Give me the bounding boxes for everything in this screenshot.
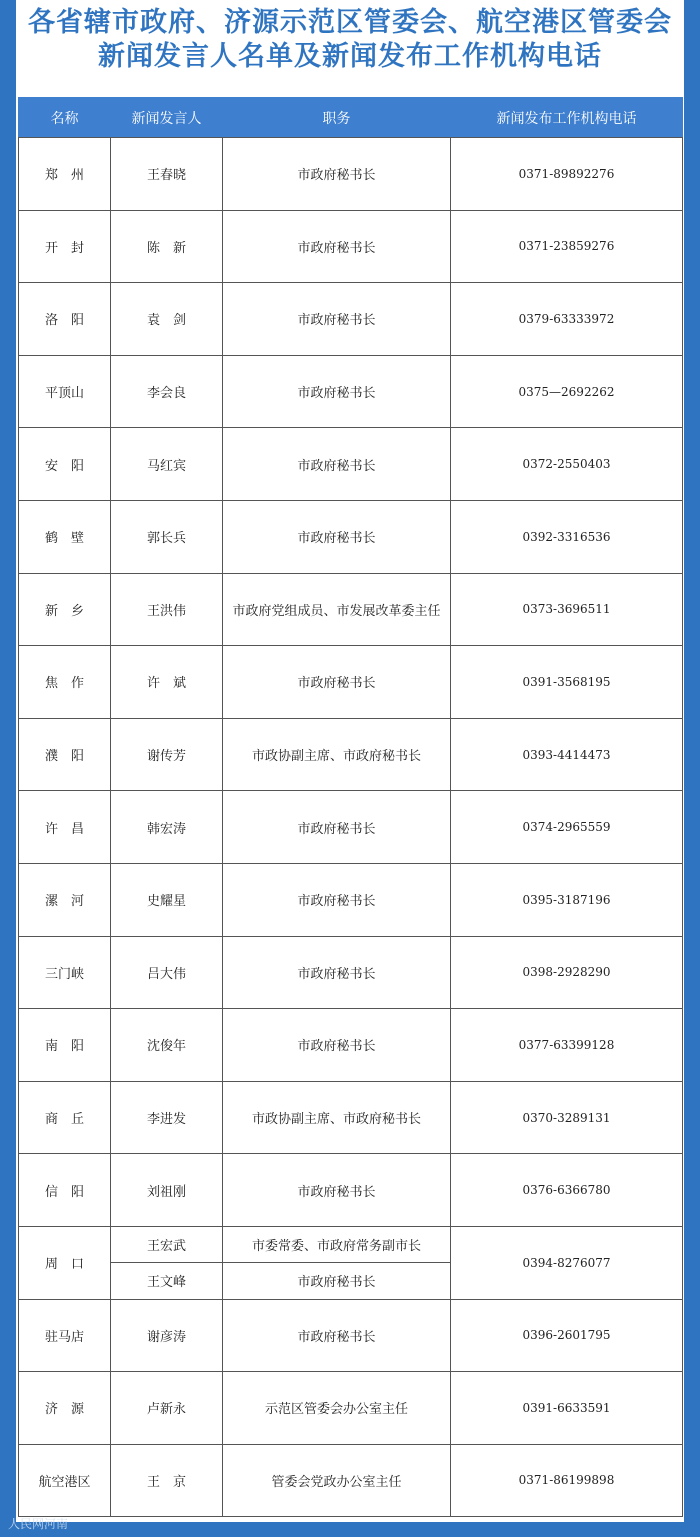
spokesperson-table (18, 97, 683, 1517)
city-name: 三门峡 (19, 936, 111, 1009)
spokesperson-name: 郭长兵 (111, 500, 223, 573)
table-row (19, 718, 683, 791)
city-name: 驻马店 (19, 1299, 111, 1372)
office-phone: 0377-63399128 (451, 1009, 683, 1082)
table-row (19, 573, 683, 646)
spokesperson-name: 王春晓 (111, 138, 223, 211)
table-row (19, 646, 683, 719)
city-name: 洛 阳 (19, 283, 111, 356)
table-row (19, 355, 683, 428)
city-name: 济 源 (19, 1372, 111, 1445)
position-title: 市政府秘书长 (223, 646, 451, 719)
header-spokesperson: 新闻发言人 (111, 98, 223, 138)
spokesperson-name: 马红宾 (111, 428, 223, 501)
spokesperson-name: 沈俊年 (111, 1009, 223, 1082)
city-name: 航空港区 (19, 1444, 111, 1517)
table-row (19, 283, 683, 356)
table-row (19, 791, 683, 864)
table-row (19, 936, 683, 1009)
spokesperson-name: 李进发 (111, 1081, 223, 1154)
position-title: 市委常委、市政府常务副市长 (223, 1226, 451, 1262)
spokesperson-name: 袁 剑 (111, 283, 223, 356)
city-name: 新 乡 (19, 573, 111, 646)
office-phone: 0394-8276077 (451, 1226, 683, 1299)
header-name: 名称 (19, 98, 111, 138)
city-name: 周 口 (19, 1226, 111, 1299)
table-row (19, 210, 683, 283)
position-title: 示范区管委会办公室主任 (223, 1372, 451, 1445)
table-row (19, 428, 683, 501)
office-phone: 0371-89892276 (451, 138, 683, 211)
position-title: 市政府秘书长 (223, 138, 451, 211)
office-phone: 0391-3568195 (451, 646, 683, 719)
office-phone: 0375—2692262 (451, 355, 683, 428)
city-name: 漯 河 (19, 863, 111, 936)
position-title: 市政府秘书长 (223, 936, 451, 1009)
table-row (19, 1372, 683, 1445)
office-phone: 0393-4414473 (451, 718, 683, 791)
spokesperson-name: 史耀星 (111, 863, 223, 936)
spokesperson-name: 韩宏涛 (111, 791, 223, 864)
spokesperson-name: 李会良 (111, 355, 223, 428)
position-title: 市政府秘书长 (223, 428, 451, 501)
position-title: 市政府秘书长 (223, 863, 451, 936)
table-row (19, 1154, 683, 1227)
position-title: 管委会党政办公室主任 (223, 1444, 451, 1517)
table-body (19, 138, 683, 1517)
city-name: 开 封 (19, 210, 111, 283)
spokesperson-name: 谢传芳 (111, 718, 223, 791)
position-title: 市政协副主席、市政府秘书长 (223, 1081, 451, 1154)
office-phone: 0371-23859276 (451, 210, 683, 283)
spokesperson-name: 王洪伟 (111, 573, 223, 646)
spokesperson-name: 许 斌 (111, 646, 223, 719)
city-name: 南 阳 (19, 1009, 111, 1082)
spokesperson-name: 王 京 (111, 1444, 223, 1517)
position-title: 市政协副主席、市政府秘书长 (223, 718, 451, 791)
office-phone: 0372-2550403 (451, 428, 683, 501)
position-title: 市政府党组成员、市发展改革委主任 (223, 573, 451, 646)
city-name: 许 昌 (19, 791, 111, 864)
office-phone: 0376-6366780 (451, 1154, 683, 1227)
table-row (19, 1081, 683, 1154)
title-line-2: 新闻发言人名单及新闻发布工作机构电话 (98, 41, 602, 72)
spokesperson-name: 吕大伟 (111, 936, 223, 1009)
table-row (19, 500, 683, 573)
office-phone: 0396-2601795 (451, 1299, 683, 1372)
city-name: 安 阳 (19, 428, 111, 501)
table-row (19, 1226, 683, 1262)
position-title: 市政府秘书长 (223, 210, 451, 283)
position-title: 市政府秘书长 (223, 1009, 451, 1082)
page-title (0, 6, 700, 74)
header-position: 职务 (223, 98, 451, 138)
office-phone: 0371-86199898 (451, 1444, 683, 1517)
position-title: 市政府秘书长 (223, 1154, 451, 1227)
city-name: 濮 阳 (19, 718, 111, 791)
city-name: 商 丘 (19, 1081, 111, 1154)
office-phone: 0370-3289131 (451, 1081, 683, 1154)
position-title: 市政府秘书长 (223, 283, 451, 356)
header-phone: 新闻发布工作机构电话 (451, 98, 683, 138)
office-phone: 0374-2965559 (451, 791, 683, 864)
position-title: 市政府秘书长 (223, 1299, 451, 1372)
spokesperson-name: 刘祖刚 (111, 1154, 223, 1227)
table-row (19, 1444, 683, 1517)
position-title: 市政府秘书长 (223, 791, 451, 864)
spokesperson-name: 谢彦涛 (111, 1299, 223, 1372)
city-name: 信 阳 (19, 1154, 111, 1227)
city-name: 郑 州 (19, 138, 111, 211)
office-phone: 0398-2928290 (451, 936, 683, 1009)
table-row (19, 863, 683, 936)
city-name: 平顶山 (19, 355, 111, 428)
position-title: 市政府秘书长 (223, 1263, 451, 1299)
watermark: 人民网河南 (8, 1517, 69, 1531)
spokesperson-name: 王文峰 (111, 1263, 223, 1299)
title-line-1: 各省辖市政府、济源示范区管委会、航空港区管委会 (28, 7, 672, 38)
city-name: 焦 作 (19, 646, 111, 719)
city-name: 鹤 壁 (19, 500, 111, 573)
table-row (19, 138, 683, 211)
spokesperson-name: 卢新永 (111, 1372, 223, 1445)
office-phone: 0392-3316536 (451, 500, 683, 573)
table-row (19, 1299, 683, 1372)
position-title: 市政府秘书长 (223, 500, 451, 573)
office-phone: 0373-3696511 (451, 573, 683, 646)
table-row (19, 1009, 683, 1082)
office-phone: 0391-6633591 (451, 1372, 683, 1445)
spokesperson-name: 陈 新 (111, 210, 223, 283)
office-phone: 0395-3187196 (451, 863, 683, 936)
office-phone: 0379-63333972 (451, 283, 683, 356)
position-title: 市政府秘书长 (223, 355, 451, 428)
spokesperson-name: 王宏武 (111, 1226, 223, 1262)
table-header-row (19, 98, 683, 138)
